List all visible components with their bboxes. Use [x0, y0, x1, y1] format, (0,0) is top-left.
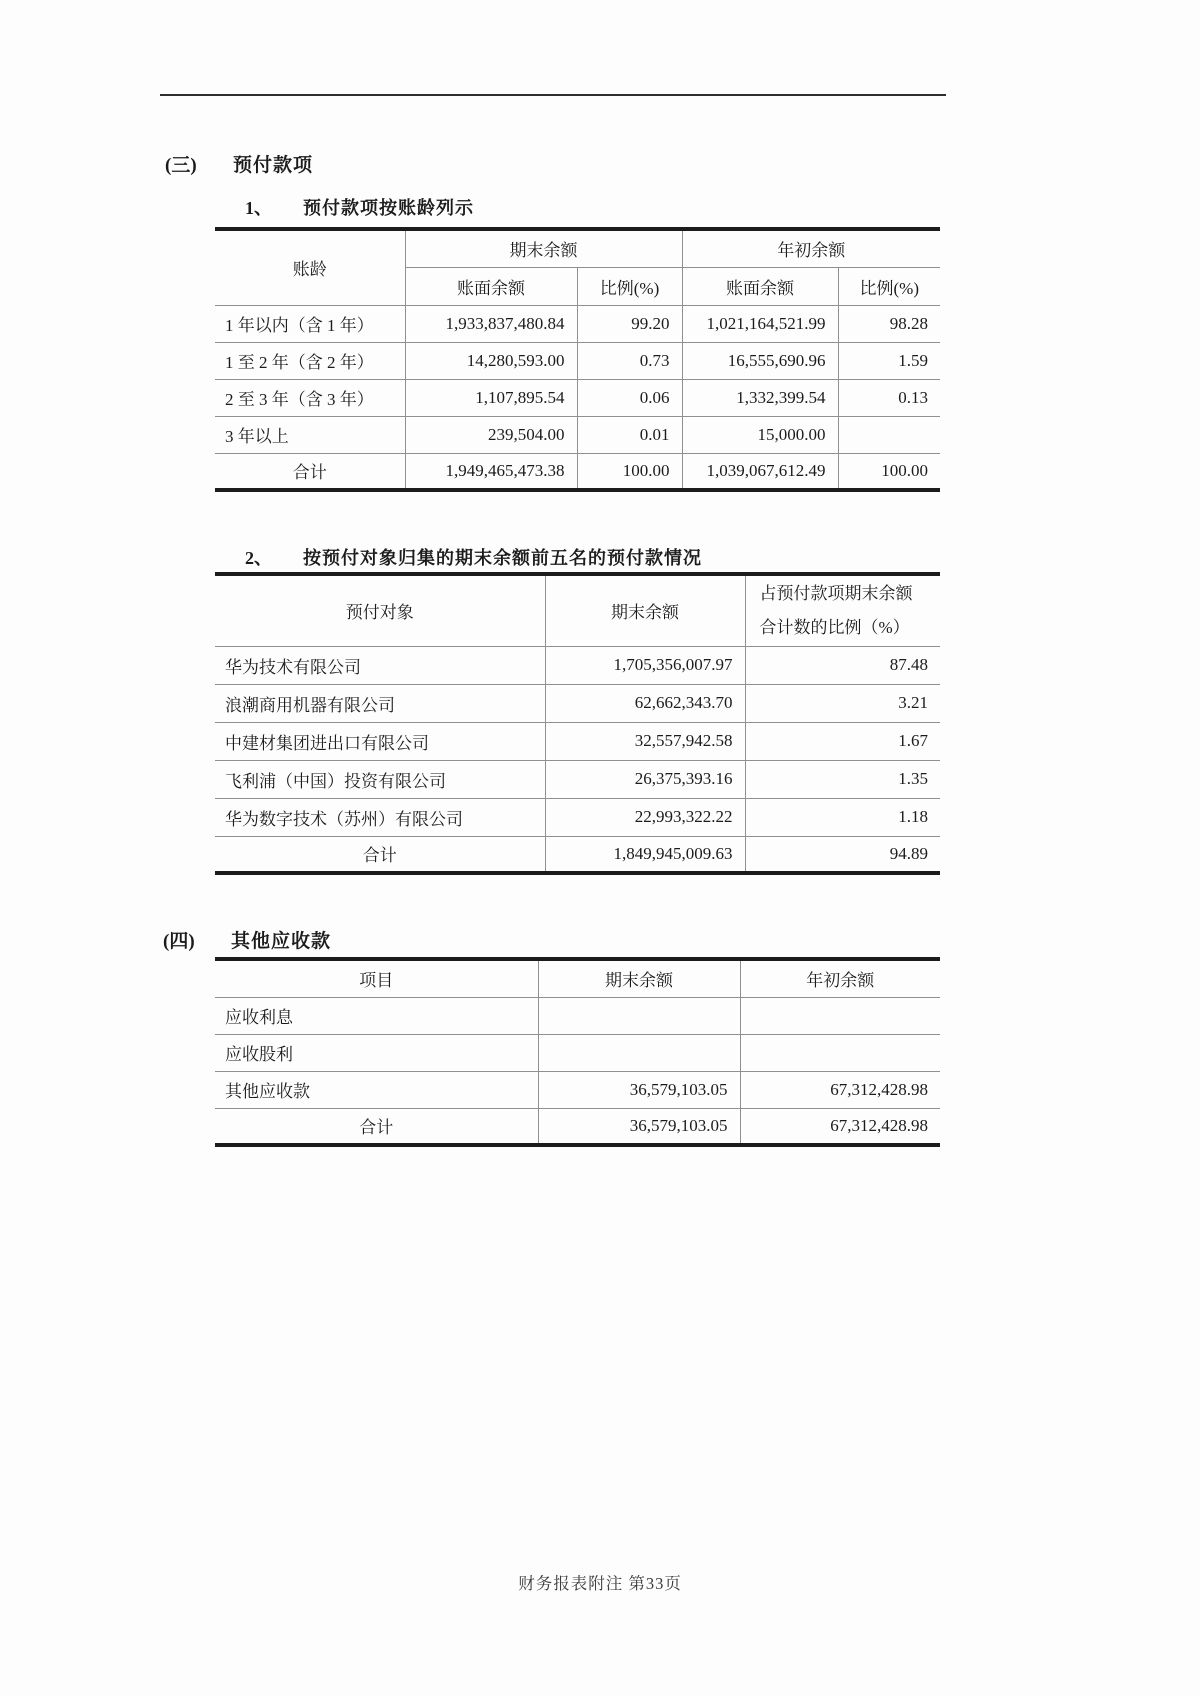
ending-amount [538, 997, 740, 1034]
subsection-heading-2 [245, 544, 702, 570]
ending-amount: 14,280,593.00 [405, 342, 577, 379]
col-header-beginning-balance: 年初余额 [682, 229, 940, 267]
table-total-row [215, 1108, 940, 1145]
ratio: 87.48 [745, 646, 940, 684]
total-label: 合计 [215, 836, 545, 873]
total-ending-amount: 36,579,103.05 [538, 1108, 740, 1145]
ending-ratio: 0.06 [577, 379, 682, 416]
section-title: 其他应收款 [231, 931, 332, 952]
ending-amount: 1,107,895.54 [405, 379, 577, 416]
col-header-ratio [745, 574, 940, 646]
subsection-title: 预付款项按账龄列示 [303, 198, 474, 218]
header-rule [160, 94, 946, 96]
beginning-amount: 1,332,399.54 [682, 379, 838, 416]
subsection-number: 1、 [245, 198, 272, 218]
ending-ratio: 99.20 [577, 305, 682, 342]
beginning-ratio [838, 416, 940, 453]
table-row [215, 760, 940, 798]
top5-prepayments-table [215, 572, 940, 875]
company-name: 浪潮商用机器有限公司 [215, 684, 545, 722]
ratio: 3.21 [745, 684, 940, 722]
page-footer: 财务报表附注 第33页 [518, 1574, 682, 1593]
ending-amount: 22,993,322.22 [545, 798, 745, 836]
total-beginning-ratio: 100.00 [881, 460, 928, 480]
total-beginning-amount: 67,312,428.98 [830, 1115, 928, 1135]
col-header-ratio: 比例(%) [838, 267, 940, 305]
table-row [215, 1034, 940, 1071]
col-header-ending-balance: 期末余额 [405, 229, 682, 267]
table-row [215, 379, 940, 416]
company-name: 华为技术有限公司 [215, 646, 545, 684]
ending-ratio: 0.73 [577, 342, 682, 379]
table-row [215, 798, 940, 836]
ending-amount: 239,504.00 [405, 416, 577, 453]
ending-amount [538, 1034, 740, 1071]
subsection-heading-1 [245, 194, 474, 220]
ending-ratio: 0.01 [577, 416, 682, 453]
subsection-number: 2、 [245, 548, 272, 568]
ending-amount: 1,933,837,480.84 [405, 305, 577, 342]
item-label: 应收股利 [215, 1034, 538, 1071]
beginning-amount: 67,312,428.98 [740, 1071, 940, 1108]
table-row [215, 722, 940, 760]
table-row [215, 997, 940, 1034]
table-total-row [215, 836, 940, 873]
table-header-row [215, 574, 940, 646]
other-receivables-table [215, 957, 940, 1147]
col-header-ratio: 比例(%) [577, 267, 682, 305]
section-title: 预付款项 [233, 155, 314, 176]
age-label: 3 年以上 [215, 416, 405, 453]
ending-amount: 62,662,343.70 [545, 684, 745, 722]
table-row [215, 342, 940, 379]
table-total-row [215, 453, 940, 490]
beginning-ratio: 0.13 [838, 379, 940, 416]
col-header-ratio-line2: 合计数的比例（%） [759, 617, 910, 637]
col-header-ending-balance: 期末余额 [545, 574, 745, 646]
subsection-title: 按预付对象归集的期末余额前五名的预付款情况 [303, 548, 702, 568]
beginning-amount: 16,555,690.96 [682, 342, 838, 379]
beginning-amount [740, 997, 940, 1034]
col-header-ending-balance: 期末余额 [538, 959, 740, 997]
table-row [215, 416, 940, 453]
table-row [215, 305, 940, 342]
ending-amount: 26,375,393.16 [545, 760, 745, 798]
total-label: 合计 [215, 1108, 538, 1145]
beginning-amount: 1,021,164,521.99 [682, 305, 838, 342]
section-number: (四) [163, 931, 195, 952]
ratio: 1.35 [745, 760, 940, 798]
total-ratio: 94.89 [889, 843, 928, 863]
age-label: 1 至 2 年（含 2 年） [215, 342, 405, 379]
total-label: 合计 [215, 453, 405, 490]
company-name: 中建材集团进出口有限公司 [215, 722, 545, 760]
table-row [215, 646, 940, 684]
ending-amount: 32,557,942.58 [545, 722, 745, 760]
col-header-book-balance: 账面余额 [682, 267, 838, 305]
ending-amount: 1,705,356,007.97 [545, 646, 745, 684]
company-name: 飞利浦（中国）投资有限公司 [215, 760, 545, 798]
col-header-item: 项目 [215, 959, 538, 997]
section-number: (三) [165, 155, 197, 176]
beginning-amount [740, 1034, 940, 1071]
table-header-row [215, 229, 940, 267]
beginning-ratio: 1.59 [838, 342, 940, 379]
ratio: 1.18 [745, 798, 940, 836]
col-header-beginning-balance: 年初余额 [740, 959, 940, 997]
beginning-ratio: 98.28 [838, 305, 940, 342]
ending-amount: 36,579,103.05 [538, 1071, 740, 1108]
item-label: 应收利息 [215, 997, 538, 1034]
ratio: 1.67 [745, 722, 940, 760]
table-header-row [215, 959, 940, 997]
table-row [215, 684, 940, 722]
col-header-age: 账龄 [215, 229, 405, 305]
age-label: 1 年以内（含 1 年） [215, 305, 405, 342]
total-beginning-amount: 1,039,067,612.49 [682, 453, 838, 490]
col-header-book-balance: 账面余额 [405, 267, 577, 305]
beginning-amount: 15,000.00 [682, 416, 838, 453]
total-ending-ratio: 100.00 [577, 453, 682, 490]
col-header-prepayment-object: 预付对象 [215, 574, 545, 646]
total-amount: 1,849,945,009.63 [545, 836, 745, 873]
age-label: 2 至 3 年（含 3 年） [215, 379, 405, 416]
item-label: 其他应收款 [215, 1071, 538, 1108]
total-ending-amount: 1,949,465,473.38 [405, 453, 577, 490]
aging-table [215, 227, 940, 492]
table-row [215, 1071, 940, 1108]
section-heading-4 [163, 926, 331, 953]
section-heading-3 [165, 150, 313, 177]
col-header-ratio-line1: 占预付款项期末余额 [759, 583, 913, 603]
company-name: 华为数字技术（苏州）有限公司 [215, 798, 545, 836]
